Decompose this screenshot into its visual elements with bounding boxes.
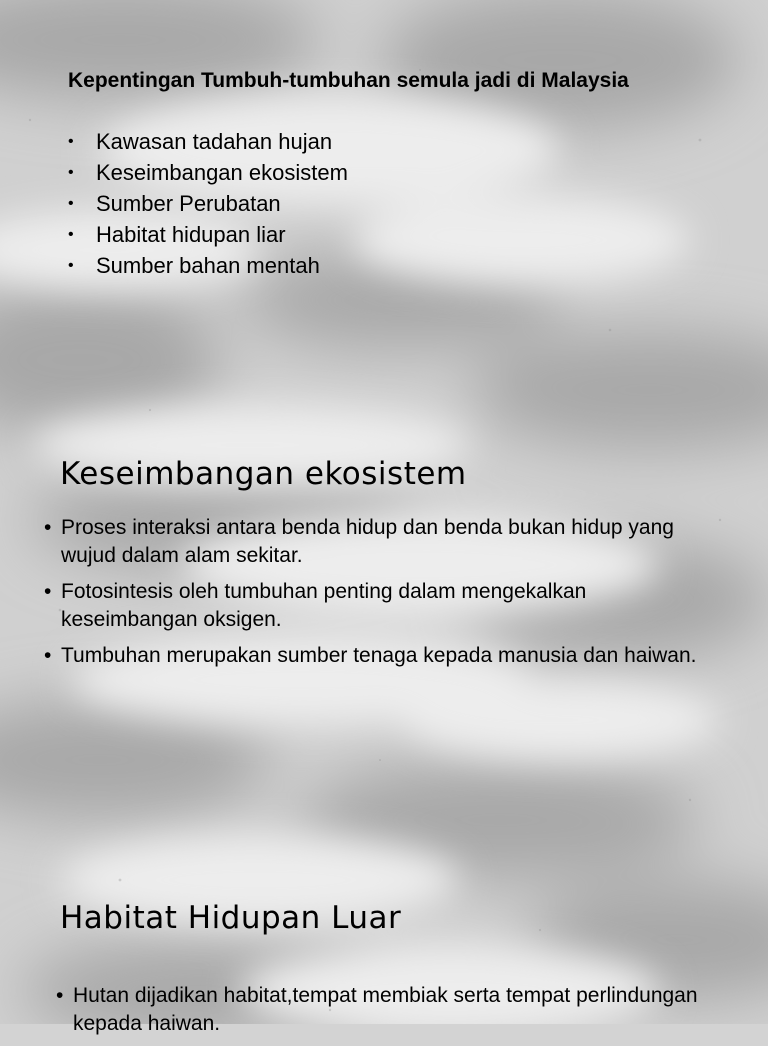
list-item-text: Kawasan tadahan hujan: [96, 129, 333, 154]
slide-ecosystem-balance: [0, 432, 768, 864]
ecosystem-points: [44, 514, 704, 678]
list-item: [44, 514, 704, 570]
list-item-text: Sumber bahan mentah: [96, 253, 320, 278]
list-item-text: Habitat hidupan liar: [96, 222, 286, 247]
slide-title: Keseimbangan ekosistem: [60, 456, 467, 492]
list-item: [68, 126, 348, 157]
importance-list: [68, 126, 348, 281]
list-item: [56, 982, 716, 1038]
bullet-icon: •: [68, 195, 74, 212]
bullet-icon: •: [68, 226, 74, 243]
slide-title: Habitat Hidupan Luar: [60, 900, 402, 936]
bullet-icon: •: [44, 644, 52, 667]
list-item-text: Hutan dijadikan habitat,tempat membiak serta tempat perlindungan kepada haiwan.: [73, 984, 698, 1035]
habitat-points: [56, 982, 716, 1046]
bullet-icon: •: [68, 133, 74, 150]
list-item-text: Tumbuhan merupakan sumber tenaga kepada manusia dan haiwan.: [61, 644, 697, 667]
list-item: [68, 219, 348, 250]
slide-importance: [0, 0, 768, 432]
list-item: [68, 250, 348, 281]
bullet-icon: •: [56, 984, 64, 1007]
bullet-icon: •: [68, 257, 74, 274]
bullet-icon: •: [44, 580, 52, 603]
bullet-icon: •: [68, 164, 74, 181]
list-item: [44, 642, 704, 670]
bullet-icon: •: [44, 516, 52, 539]
list-item: [44, 578, 704, 634]
list-item: [68, 188, 348, 219]
list-item-text: Keseimbangan ekosistem: [96, 160, 348, 185]
slide-wildlife-habitat: [0, 864, 768, 1035]
list-item-text: Fotosintesis oleh tumbuhan penting dalam mengekalkan keseimbangan oksigen.: [61, 580, 587, 631]
list-item-text: Sumber Perubatan: [96, 191, 281, 216]
list-item-text: Proses interaksi antara benda hidup dan benda bukan hidup yang wujud dalam alam sekitar.: [61, 516, 674, 567]
list-item: [68, 157, 348, 188]
slide-heading: Kepentingan Tumbuh-tumbuhan semula jadi di Malaysia: [68, 69, 629, 92]
